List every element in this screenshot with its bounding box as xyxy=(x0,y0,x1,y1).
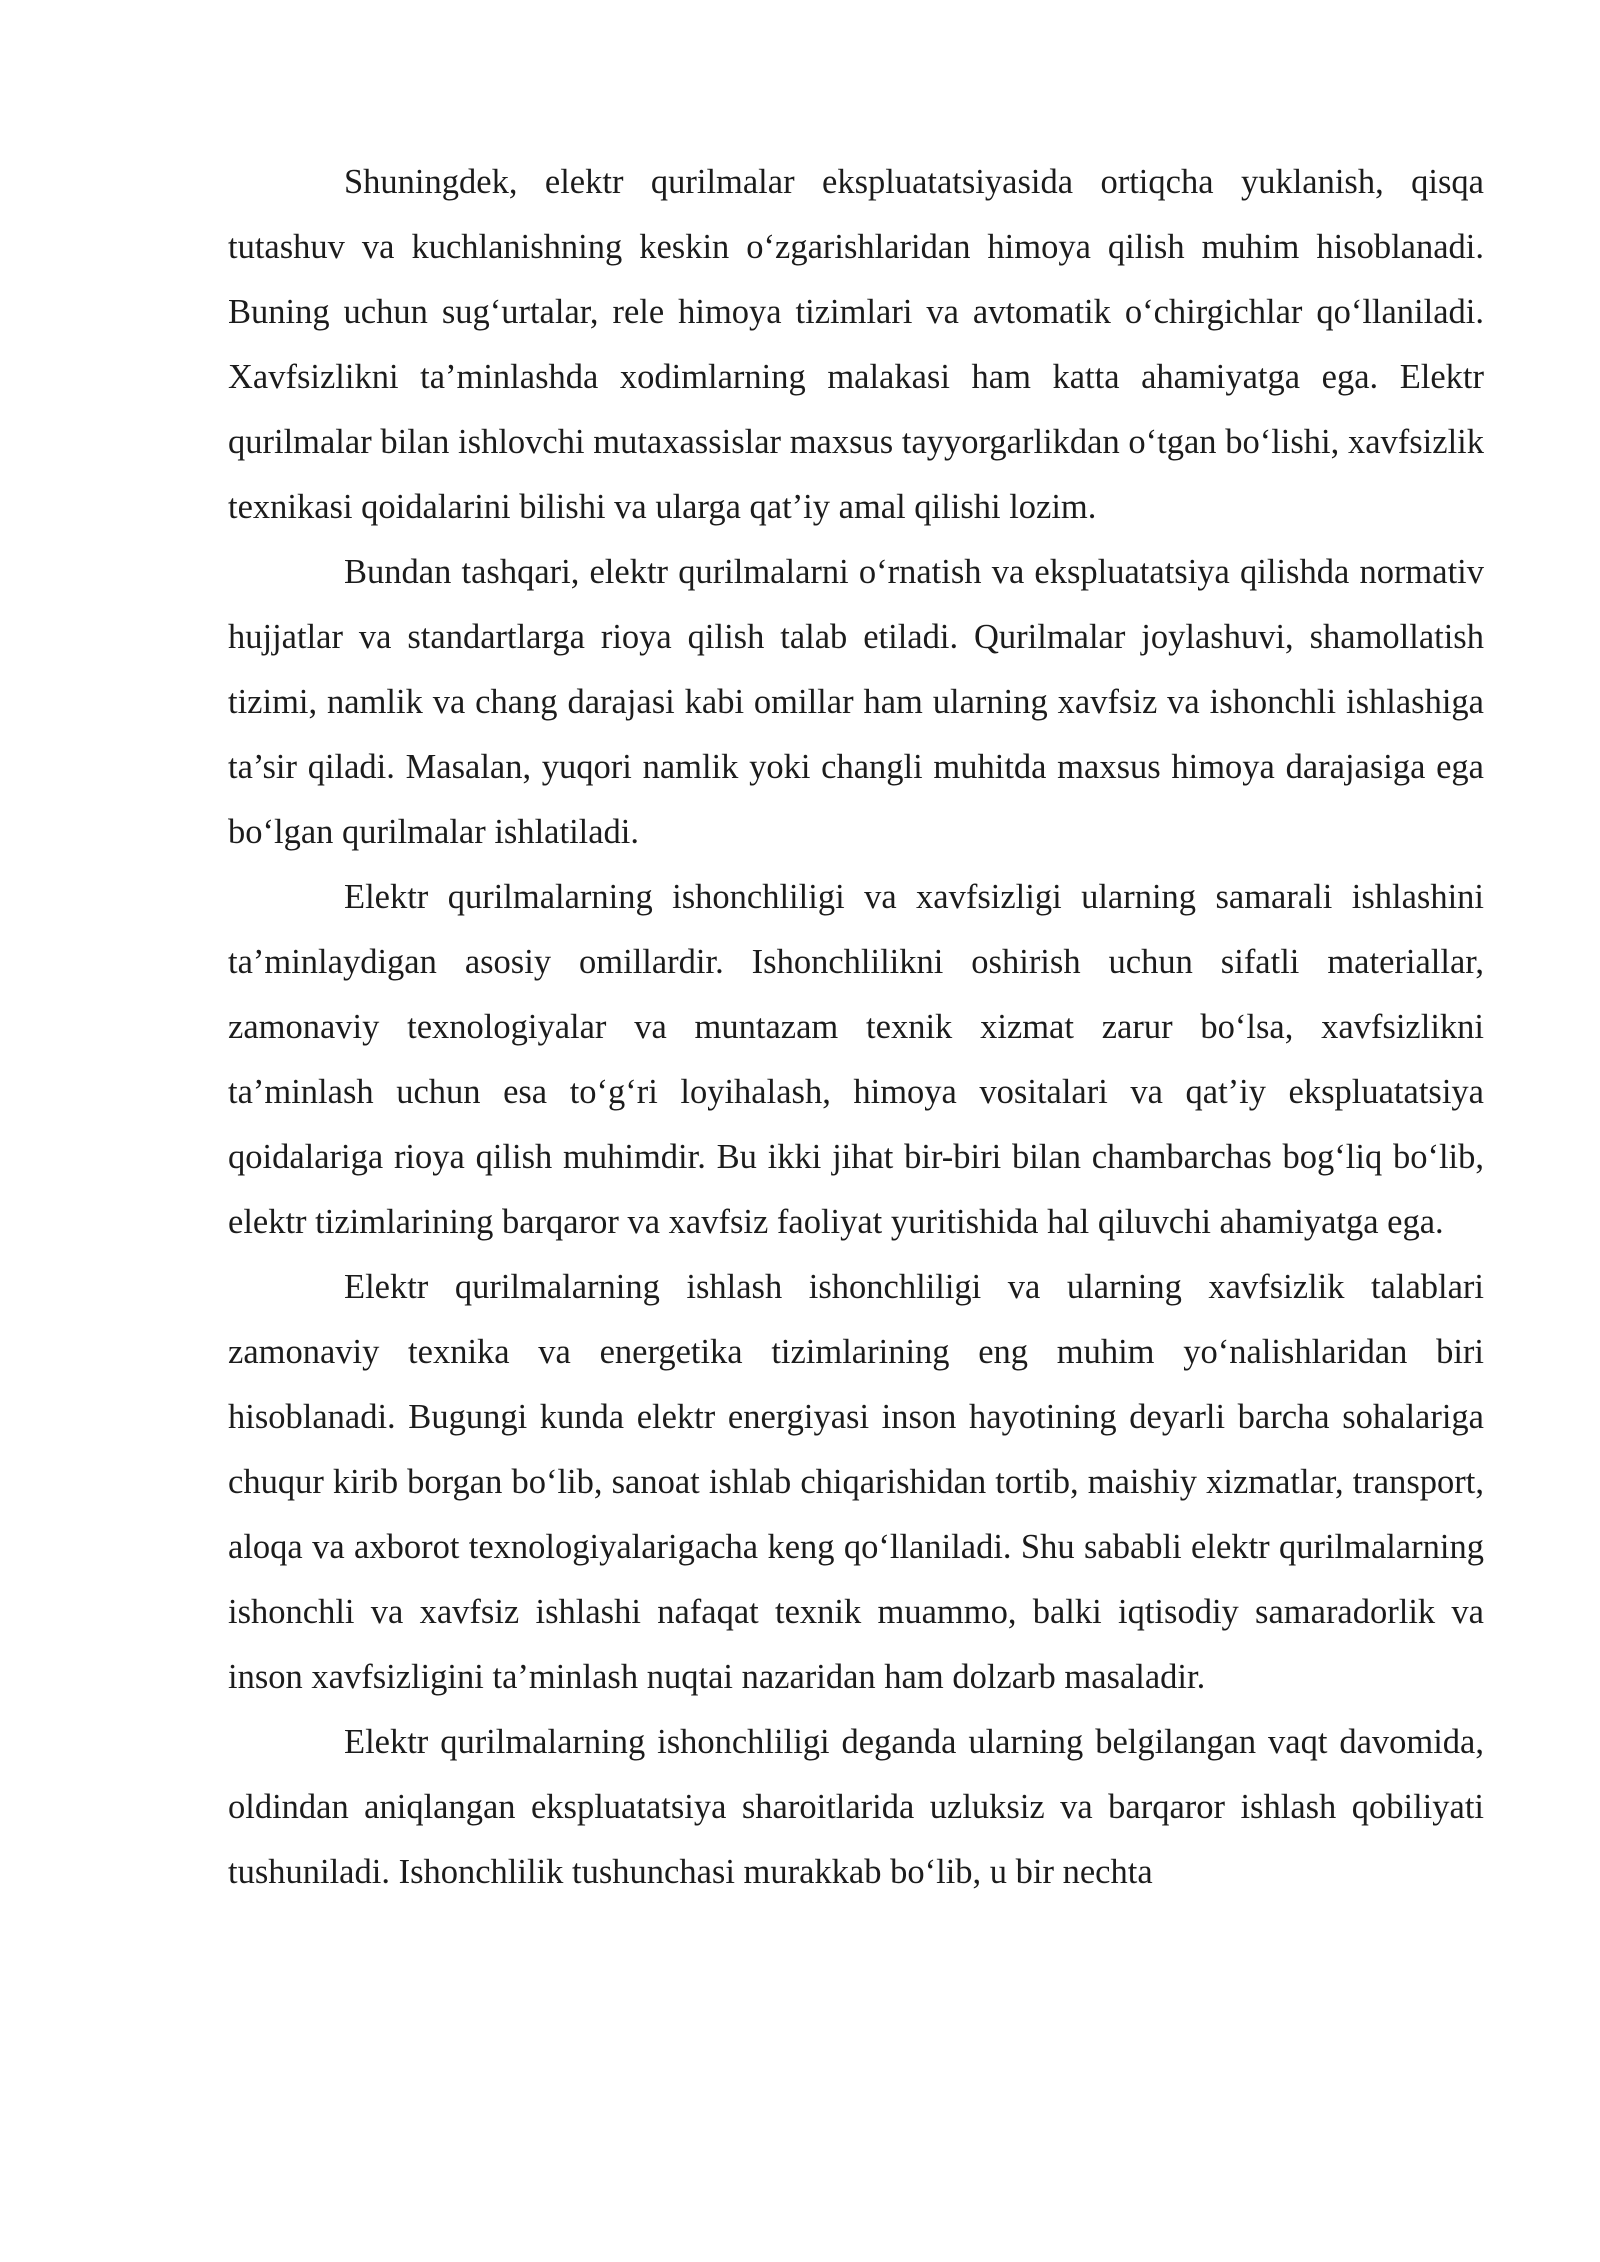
paragraph-3: Elektr qurilmalarning ishonchliligi va xavfsizligi ularning samarali ishlashini ta’minlaydigan asosiy omillardir. Ishonchlilikni oshirish uchun sifatli materiallar, zamonaviy texnologiyalar va muntazam texnik xizmat zarur bo‘lsa, xavfsizlikni ta’minlash uchun esa to‘g‘ri loyihalash, himoya vositalari va qat’iy ekspluatatsiya qoidalariga rioya qilish muhimdir. Bu ikki jihat bir-biri bilan chambarchas bog‘liq bo‘lib, elektr tizimlarining barqaror va xavfsiz faoliyat yuritishida hal qiluvchi ahamiyatga ega. xyxy=(228,878,1484,1241)
paragraph-5: Elektr qurilmalarning ishonchliligi deganda ularning belgilangan vaqt davomida, oldindan aniqlangan ekspluatatsiya sharoitlarida uzluksiz va barqaror ishlash qobiliyati tushuniladi. Ishonchlilik tushunchasi murakkab bo‘lib, u bir nechta xyxy=(228,1723,1484,1891)
paragraph-1: Shuningdek, elektr qurilmalar ekspluatatsiyasida ortiqcha yuklanish, qisqa tutashuv va kuchlanishning keskin o‘zgarishlaridan himoya qilish muhim hisoblanadi. Buning uchun sug‘urtalar, rele himoya tizimlari va avtomatik o‘chirgichlar qo‘llaniladi. Xavfsizlikni ta’minlashda xodimlarning malakasi ham katta ahamiyatga ega. Elektr qurilmalar bilan ishlovchi mutaxassislar maxsus tayyorgarlikdan o‘tgan bo‘lishi, xavfsizlik texnikasi qoidalarini bilishi va ularga qat’iy amal qilishi lozim. xyxy=(228,163,1484,526)
document-body xyxy=(228,150,1484,1905)
paragraph-4: Elektr qurilmalarning ishlash ishonchliligi va ularning xavfsizlik talablari zamonaviy texnika va energetika tizimlarining eng muhim yo‘nalishlaridan biri hisoblanadi. Bugungi kunda elektr energiyasi inson hayotining deyarli barcha sohalariga chuqur kirib borgan bo‘lib, sanoat ishlab chiqarishidan tortib, maishiy xizmatlar, transport, aloqa va axborot texnologiyalarigacha keng qo‘llaniladi. Shu sababli elektr qurilmalarning ishonchli va xavfsiz ishlashi nafaqat texnik muammo, balki iqtisodiy samaradorlik va inson xavfsizligini ta’minlash nuqtai nazaridan ham dolzarb masaladir. xyxy=(228,1268,1484,1696)
paragraph-2: Bundan tashqari, elektr qurilmalarni o‘rnatish va ekspluatatsiya qilishda normativ hujjatlar va standartlarga rioya qilish talab etiladi. Qurilmalar joylashuvi, shamollatish tizimi, namlik va chang darajasi kabi omillar ham ularning xavfsiz va ishonchli ishlashiga ta’sir qiladi. Masalan, yuqori namlik yoki changli muhitda maxsus himoya darajasiga ega bo‘lgan qurilmalar ishlatiladi. xyxy=(228,553,1484,851)
